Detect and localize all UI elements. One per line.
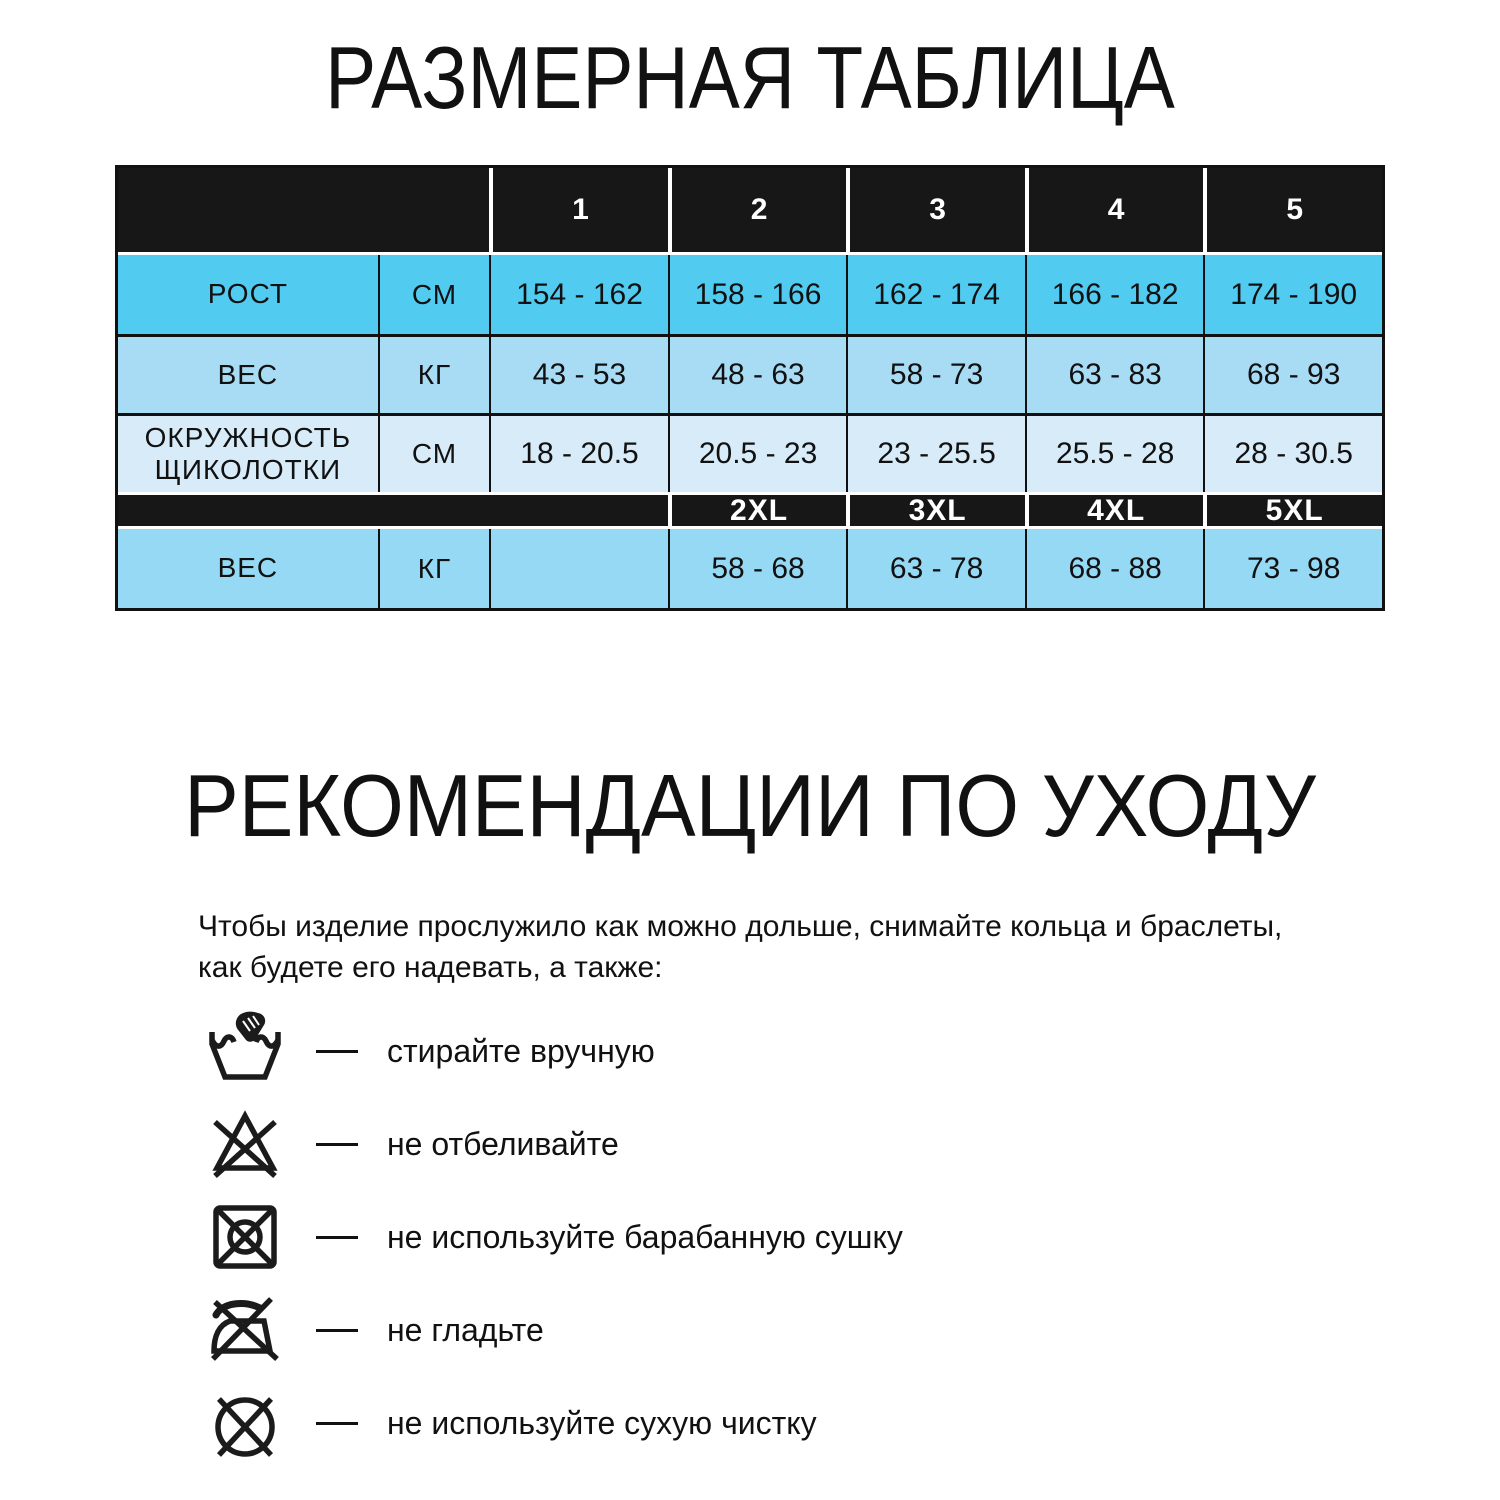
row-unit: СМ <box>378 255 489 334</box>
dash-separator <box>316 1143 358 1146</box>
table-row-weight <box>118 334 1382 413</box>
size-column-header: 1 <box>489 168 668 252</box>
table-cell: 73 - 98 <box>1203 529 1382 608</box>
care-instruction-list <box>205 1010 903 1475</box>
no-tumble-dry-icon <box>205 1197 285 1277</box>
size-column-header: 2 <box>668 168 847 252</box>
care-item-no-iron <box>205 1289 903 1371</box>
row-unit: КГ <box>378 337 489 413</box>
xl-size-header: 4XL <box>1025 495 1204 526</box>
care-item-no-dry-clean <box>205 1382 903 1464</box>
table-cell: 166 - 182 <box>1025 255 1204 334</box>
empty-header-cell <box>118 495 668 526</box>
care-title: РЕКОМЕНДАЦИИ ПО УХОДУ <box>184 756 1316 855</box>
no-dry-clean-icon <box>205 1383 285 1463</box>
table-cell: 43 - 53 <box>489 337 668 413</box>
size-column-header: 3 <box>846 168 1025 252</box>
care-item-label: не гладьте <box>387 1311 544 1348</box>
dash-separator <box>316 1050 358 1053</box>
care-item-hand-wash <box>205 1010 903 1092</box>
care-item-label: стирайте вручную <box>387 1032 655 1069</box>
row-label: ВЕС <box>217 552 279 584</box>
row-label: РОСТ <box>207 278 288 310</box>
dash-separator <box>316 1422 358 1425</box>
table-cell: 20.5 - 23 <box>668 416 847 492</box>
table-cell: 28 - 30.5 <box>1203 416 1382 492</box>
no-iron-icon <box>205 1290 285 1370</box>
care-intro <box>198 906 1282 988</box>
care-item-no-tumble-dry <box>205 1196 903 1278</box>
size-table-title: РАЗМЕРНАЯ ТАБЛИЦА <box>325 28 1175 127</box>
table-row-height <box>118 255 1382 334</box>
table-cell: 68 - 88 <box>1025 529 1204 608</box>
care-item-no-bleach <box>205 1103 903 1185</box>
hand-wash-icon <box>205 1011 285 1091</box>
size-column-header: 5 <box>1203 168 1382 252</box>
table-cell: 23 - 25.5 <box>846 416 1025 492</box>
table-cell: 48 - 63 <box>668 337 847 413</box>
care-item-label: не используйте барабанную сушку <box>387 1218 903 1255</box>
xl-size-header: 2XL <box>668 495 847 526</box>
row-unit: СМ <box>378 416 489 492</box>
table-cell: 162 - 174 <box>846 255 1025 334</box>
care-intro-line: Чтобы изделие прослужило как можно дольше, снимайте кольца и браслеты, <box>198 910 1283 943</box>
table-cell: 174 - 190 <box>1203 255 1382 334</box>
row-label: ВЕС <box>217 358 279 390</box>
table-row-ankle <box>118 413 1382 492</box>
care-item-label: не отбеливайте <box>387 1125 619 1162</box>
table-cell: 154 - 162 <box>489 255 668 334</box>
dash-separator <box>316 1329 358 1332</box>
table-cell: 63 - 83 <box>1025 337 1204 413</box>
row-label: ОКРУЖНОСТЬ ЩИКОЛОТКИ <box>144 421 352 485</box>
table-cell: 58 - 68 <box>668 529 847 608</box>
table-cell: 25.5 - 28 <box>1025 416 1204 492</box>
xl-size-header: 3XL <box>846 495 1025 526</box>
empty-header-cell <box>118 168 489 252</box>
no-bleach-icon <box>205 1104 285 1184</box>
table-cell: 158 - 166 <box>668 255 847 334</box>
size-column-header: 4 <box>1025 168 1204 252</box>
table-cell: 68 - 93 <box>1203 337 1382 413</box>
xl-size-header-row <box>118 492 1382 529</box>
row-unit: КГ <box>378 529 489 608</box>
table-cell: 63 - 78 <box>846 529 1025 608</box>
table-cell: 58 - 73 <box>846 337 1025 413</box>
care-item-label: не используйте сухую чистку <box>387 1404 817 1441</box>
table-cell: 18 - 20.5 <box>489 416 668 492</box>
dash-separator <box>316 1236 358 1239</box>
xl-size-header: 5XL <box>1203 495 1382 526</box>
table-row-weight-xl <box>118 529 1382 608</box>
size-table-header-row <box>118 168 1382 255</box>
table-cell-empty <box>489 529 668 608</box>
size-table <box>115 165 1385 611</box>
care-intro-line: как будете его надевать, а также: <box>198 951 663 984</box>
